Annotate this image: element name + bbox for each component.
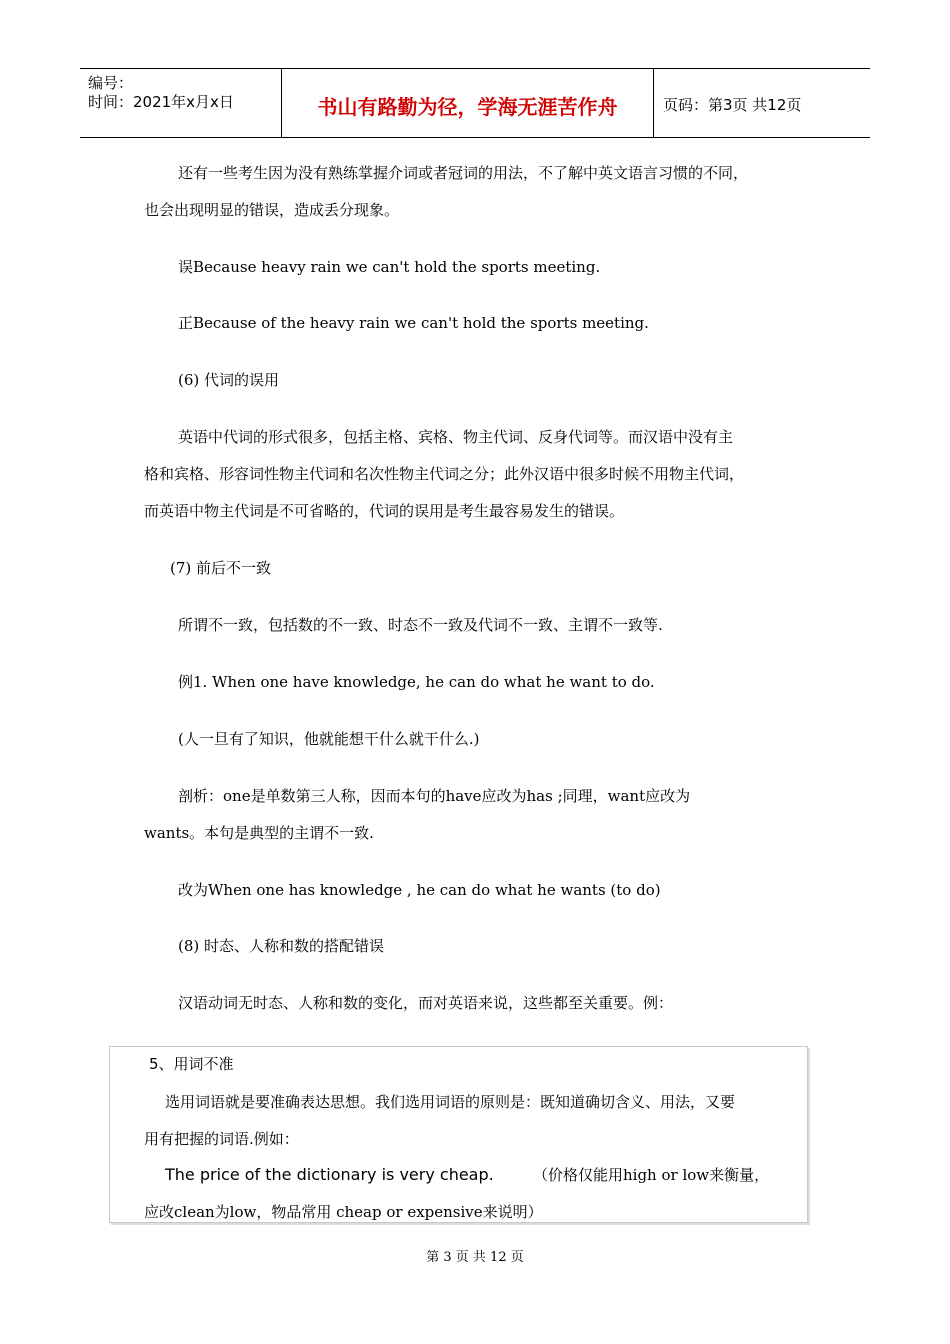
paragraph-1-line-1: 还有一些考生因为没有熟练掌握介词或者冠词的用法，不了解中英文语言习惯的不同， bbox=[178, 164, 749, 182]
header-motto-cell bbox=[282, 69, 654, 137]
correction: 改为When one has knowledge , he can do what he wants (to do) bbox=[178, 881, 661, 899]
number-label: 编号： bbox=[88, 74, 134, 92]
paragraph-1-line-2: 也会出现明显的错误，造成丢分现象。 bbox=[144, 201, 400, 219]
paragraph-3: 所谓不一致，包括数的不一致、时态不一致及代词不一致、主谓不一致等. bbox=[178, 616, 663, 634]
paragraph-4: 汉语动词无时态、人称和数的变化，而对英语来说，这些都至关重要。例： bbox=[178, 994, 674, 1012]
analysis-line-1: 剖析：one是单数第三人称，因而本句的have应改为has ;同理，want应改为 bbox=[178, 787, 691, 805]
header-page-cell bbox=[655, 69, 870, 137]
motto: 书山有路勤为径，学海无涯苦作舟 bbox=[317, 95, 618, 119]
example-1-translation: (人一旦有了知识，他就能想干什么就干什么.) bbox=[178, 730, 480, 748]
word-choice-box bbox=[109, 1046, 808, 1223]
box-example-en: The price of the dictionary is very cheap. bbox=[165, 1165, 494, 1184]
date-label: 时间：2021年x月x日 bbox=[88, 93, 234, 111]
box-example-note: （价格仅能用high or low来衡量， bbox=[533, 1166, 770, 1184]
right-example: 正Because of the heavy rain we can't hold the sports meeting. bbox=[178, 314, 649, 332]
header-info-cell bbox=[80, 69, 282, 137]
page-code: 页码：第3页 共12页 bbox=[663, 96, 802, 114]
section-8-heading: (8) 时态、人称和数的搭配错误 bbox=[178, 937, 385, 955]
box-heading: 5、用词不准 bbox=[149, 1055, 234, 1073]
page-footer: 第 3 页 共 12 页 bbox=[426, 1250, 524, 1265]
paragraph-2-line-3: 而英语中物主代词是不可省略的，代词的误用是考生最容易发生的错误。 bbox=[144, 502, 625, 520]
section-7-heading: (7) 前后不一致 bbox=[170, 559, 272, 577]
example-1: 例1. When one have knowledge, he can do what he want to do. bbox=[178, 673, 655, 691]
analysis-line-2: wants。本句是典型的主谓不一致. bbox=[144, 824, 374, 842]
wrong-example: 误Because heavy rain we can't hold the sports meeting. bbox=[178, 258, 601, 276]
box-line-1: 选用词语就是要准确表达思想。我们选用词语的原则是：既知道确切含义、用法，又要 bbox=[165, 1093, 736, 1111]
page-header bbox=[80, 68, 870, 138]
paragraph-2-line-2: 格和宾格、形容词性物主代词和名次性物主代词之分；此外汉语中很多时候不用物主代词， bbox=[144, 465, 745, 483]
section-6-heading: (6) 代词的误用 bbox=[178, 371, 280, 389]
box-line-4: 应改clean为low，物品常用 cheap or expensive来说明） bbox=[144, 1203, 543, 1221]
paragraph-2-line-1: 英语中代词的形式很多，包括主格、宾格、物主代词、反身代词等。而汉语中没有主 bbox=[178, 428, 734, 446]
box-line-2: 用有把握的词语.例如： bbox=[144, 1130, 299, 1148]
